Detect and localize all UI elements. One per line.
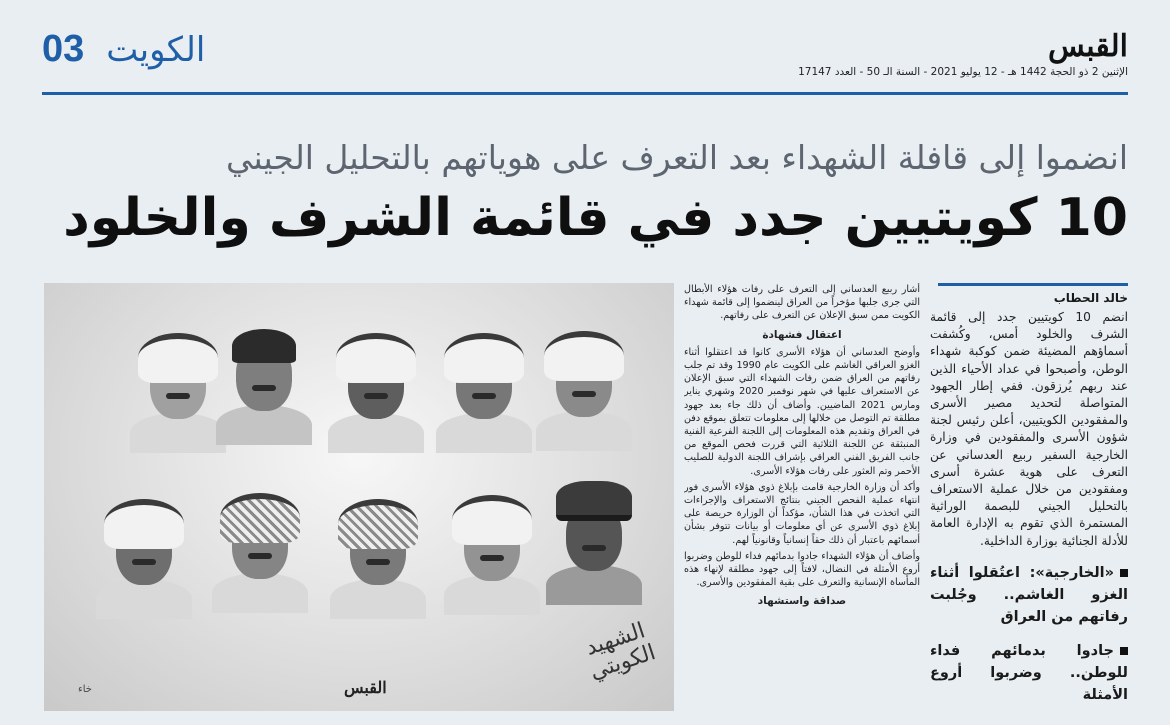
section-name: الكويت <box>106 29 206 70</box>
header-divider <box>42 92 1128 95</box>
martyr-portrait <box>96 493 192 611</box>
photo-credit: خاء <box>78 684 92 695</box>
martyrs-photo <box>44 283 674 711</box>
newspaper-logo: القبس <box>1048 29 1128 64</box>
subheading: اعتقال فشهادة <box>762 328 842 341</box>
page-number: 03 <box>42 28 85 70</box>
martyr-portrait <box>546 479 642 597</box>
pull-quote: جادوا بدمائهم فداء للوطن.. وضربوا أروع الأمثلة <box>930 642 1128 703</box>
martyr-portrait <box>436 327 532 445</box>
paragraph: وأوضح العدساني أن هؤلاء الأسرى كانوا قد اعتقلوا أثناء الغزو العراقي الغاشم على الكويت عام 1990 وقد تم جلب رفاتهم من العراق ضمن رفات الشهداء التي سبق الإعلان عن الاستعراف عليها في شهر نوفمبر 2020 وشهري يناير ومارس 2021 الماضيين. وأضاف أن ذلك جاء بعد جهود مطلقة تم التوصل من خلالها إلى معلومات تتعلق بموقع دفن في العراق وتقديم هذه المعلومات إلى اللجنة الفرعية الفنية المنبثقة عن اللجنة الثلاثية التي قررت فحص الموقع من جانب الفريق الفني العراقي بإشراف اللجنة الدولية للصليب الأحمر وتم العثور على رفات هؤلاء الأسرى. <box>684 346 920 477</box>
article-kicker: انضموا إلى قافلة الشهداء بعد التعرف على هوياتهم بالتحليل الجيني <box>226 138 1128 177</box>
martyr-portrait <box>212 487 308 605</box>
martyr-portrait <box>130 327 226 445</box>
bullet-square-icon <box>1120 569 1128 577</box>
martyr-portrait <box>328 327 424 445</box>
byline-divider <box>938 283 1128 286</box>
martyr-portrait <box>216 319 312 437</box>
subheading: صداقة واستشهاد <box>757 595 847 608</box>
article-column-middle <box>684 283 920 723</box>
lead-paragraph: انضم 10 كويتيين جدد إلى قائمة الشرف والخلود أمس، وكُشفت أسماؤهم المضيئة ضمن كوكبة شهداء الوطن، وأصبحوا في عداد الأحياء الذين عند ربهم يُرزقون. ففي إطار الجهود المتواصلة لتحديد مصير الأسرى والمفقودين الكويتيين، أعلن رئيس لجنة شؤون الأسرى والمفقودين في وزارة الخارجية السفير ربيع العدساني عن التعرف على هوية عشرة أسرى ومفقودين من خلال عملية الاستعراف بالتحليل الجيني للبصمة الوراثية المستمرة الذي تقوم به الإدارة العامة للأدلة الجنائية بوزارة الداخلية. <box>930 310 1128 548</box>
martyr-portrait <box>444 489 540 607</box>
article-column-right <box>930 283 1128 723</box>
photo-watermark: القبس <box>344 678 387 697</box>
martyr-calligraphy: الشهيد الكويتي <box>582 618 659 685</box>
pull-quote: «الخارجية»: اعتُقلوا أثناء الغزو الغاشم.. وجُلبت رفاتهم من العراق <box>930 564 1128 625</box>
issue-dateline: الإثنين 2 ذو الحجة 1442 هـ - 12 يوليو 2021 - السنة الـ 50 - العدد 17147 <box>798 66 1128 78</box>
paragraph: أشار ربيع العدساني إلى التعرف على رفات هؤلاء الأبطال التي جرى جلبها مؤخراً من العراق لينضموا إلى قائمة شهداء الكويت ممن سبق الإعلان عن التعرف على رفاتهم. <box>684 284 920 322</box>
article-headline: 10 كويتيين جدد في قائمة الشرف والخلود <box>63 188 1128 248</box>
martyr-portrait <box>536 325 632 443</box>
section-label <box>42 28 205 71</box>
bullet-square-icon <box>1120 647 1128 655</box>
author-byline: خالد الحطاب <box>1053 291 1128 305</box>
paragraph: وأكد أن وزارة الخارجية قامت بإبلاغ ذوي هؤلاء الأسرى فور انتهاء عملية الفحص الجيني بنتائج الاستعراف والإجراءات التي اتخذت في هذا الشأن، مؤكداً أن الوزارة حريصة على إبلاغ ذوي الأسرى عن أي معلومات أو بيانات تتوفر بشأن أسمائهم باعتبار أن ذلك حقاً إنسانياً وقانونياً لهم. <box>684 481 920 546</box>
masthead <box>798 30 1128 78</box>
martyr-portrait <box>330 493 426 611</box>
paragraph: وأضاف أن هؤلاء الشهداء جادوا بدمائهم فداء للوطن وضربوا أروع الأمثلة في النضال، لافتاً إلى جهود مطلقة لإنهاء هذه المأساة الإنسانية والتعرف على بقية المفقودين والأسرى. <box>684 550 920 589</box>
